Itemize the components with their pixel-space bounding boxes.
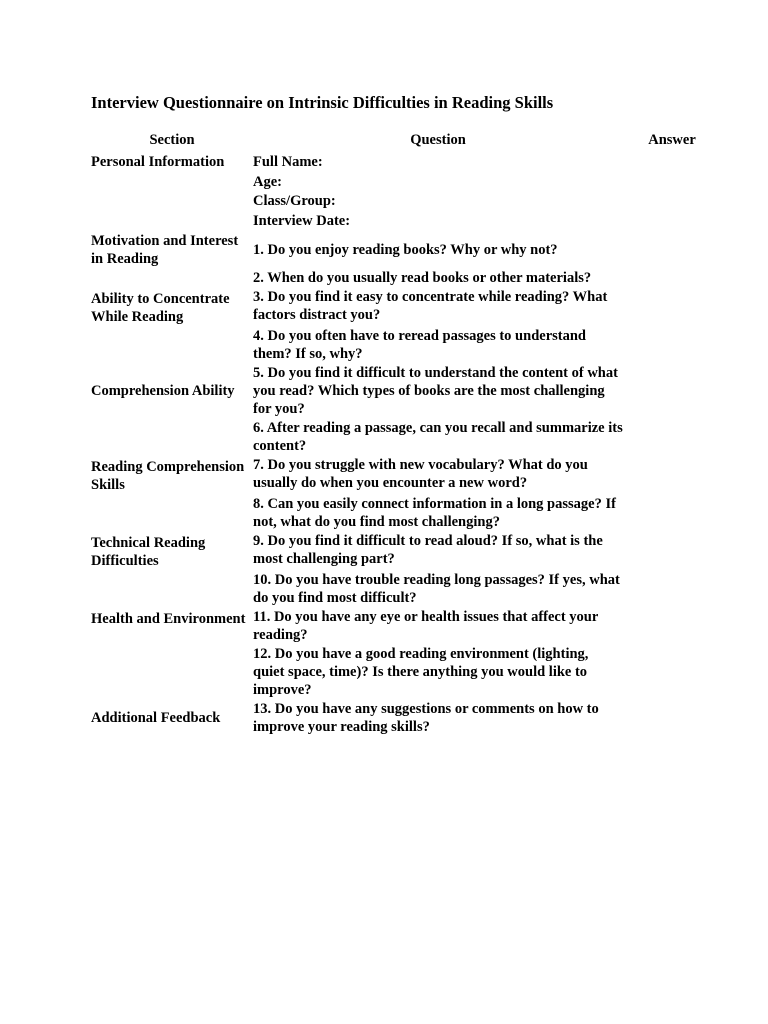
- answer-cell: [623, 571, 721, 608]
- answer-cell: [623, 608, 721, 645]
- answer-cell: [623, 532, 721, 571]
- section-empty: [91, 571, 253, 608]
- section-additional-feedback: Additional Feedback: [91, 710, 221, 726]
- table-row: [91, 645, 721, 700]
- field-class-group: Class/Group:: [253, 193, 336, 209]
- question-4: 4. Do you often have to reread passages to understand them? If so, why?: [253, 328, 586, 362]
- table-row: [91, 608, 721, 645]
- personal-info-fields: [253, 151, 623, 232]
- answer-cell: [623, 232, 721, 269]
- table-row: [91, 288, 721, 327]
- answer-cell: [623, 419, 721, 456]
- table-row: [91, 232, 721, 269]
- question-11: 11. Do you have any eye or health issues that affect your reading?: [253, 609, 599, 643]
- table-row: [91, 532, 721, 571]
- question-8: 8. Can you easily connect information in a long passage? If not, what do you find most challenging?: [253, 496, 616, 530]
- table-row: [91, 700, 721, 737]
- header-section: Section: [149, 132, 195, 148]
- section-empty: [91, 327, 253, 364]
- answer-cell: [623, 288, 721, 327]
- field-age: Age:: [253, 173, 282, 190]
- section-motivation: Motivation and Interest in Reading: [91, 233, 239, 267]
- answer-cell: [623, 700, 721, 737]
- question-9: 9. Do you find it difficult to read aloud? If so, what is the most challenging part?: [253, 533, 603, 567]
- question-6: 6. After reading a passage, can you recall and summarize its content?: [253, 420, 623, 454]
- section-reading-comprehension: Reading Comprehension Skills: [91, 459, 245, 493]
- question-2: 2. When do you usually read books or other materials?: [253, 270, 592, 286]
- answer-cell: [623, 269, 721, 288]
- table-row: [91, 327, 721, 364]
- section-empty: [91, 419, 253, 456]
- section-empty: [91, 269, 253, 288]
- answer-cell: [623, 327, 721, 364]
- question-12: 12. Do you have a good reading environment (lighting, quiet space, time)? Is there anything you would like to improve?: [253, 646, 589, 698]
- answer-cell: [623, 151, 721, 232]
- question-1: 1. Do you enjoy reading books? Why or why not?: [253, 242, 558, 258]
- questionnaire-table: [91, 131, 721, 737]
- question-10: 10. Do you have trouble reading long passages? If yes, what do you find most difficult?: [253, 572, 620, 606]
- section-technical-difficulties: Technical Reading Difficulties: [91, 535, 206, 569]
- table-row: [91, 456, 721, 495]
- table-row: [91, 269, 721, 288]
- header-question: Question: [410, 132, 466, 148]
- section-empty: [91, 495, 253, 532]
- question-7: 7. Do you struggle with new vocabulary? What do you usually do when you encounter a new word?: [253, 457, 588, 491]
- section-health-environment: Health and Environment: [91, 611, 246, 627]
- table-row: [91, 419, 721, 456]
- table-row: [91, 495, 721, 532]
- table-header-row: [91, 131, 721, 151]
- table-row: [91, 571, 721, 608]
- section-comprehension-ability: Comprehension Ability: [91, 383, 235, 399]
- answer-cell: [623, 495, 721, 532]
- table-row: [91, 151, 721, 232]
- section-personal-information: Personal Information: [91, 154, 225, 170]
- field-full-name: Full Name:: [253, 154, 323, 170]
- question-13: 13. Do you have any suggestions or comments on how to improve your reading skills?: [253, 701, 599, 735]
- answer-cell: [623, 456, 721, 495]
- section-empty: [91, 645, 253, 700]
- header-answer: Answer: [648, 132, 696, 148]
- table-row: [91, 364, 721, 419]
- answer-cell: [623, 645, 721, 700]
- field-interview-date: Interview Date:: [253, 212, 351, 229]
- question-3: 3. Do you find it easy to concentrate while reading? What factors distract you?: [253, 289, 608, 323]
- answer-cell: [623, 364, 721, 419]
- document-title: Interview Questionnaire on Intrinsic Difficulties in Reading Skills: [91, 93, 554, 112]
- question-5: 5. Do you find it difficult to understand the content of what you read? Which types of books are the most challenging for you?: [253, 365, 618, 417]
- section-concentration: Ability to Concentrate While Reading: [91, 291, 230, 325]
